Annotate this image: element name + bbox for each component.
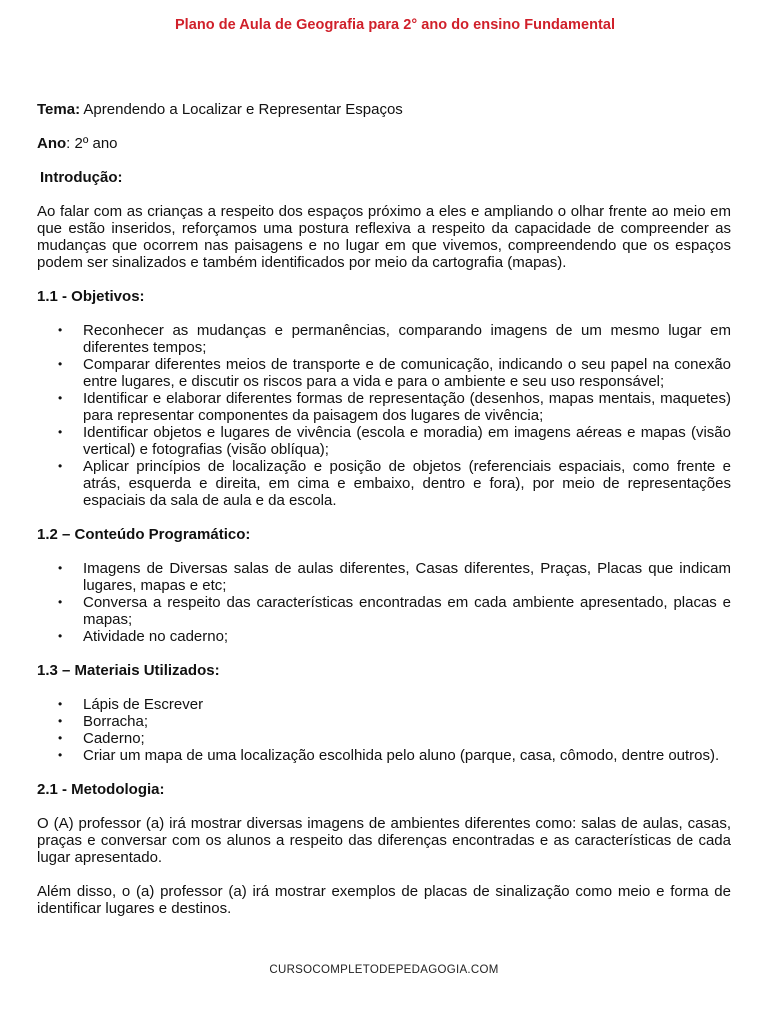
bullet-icon: • [58, 731, 63, 745]
bullet-icon: • [58, 391, 63, 405]
conteudo-heading: 1.2 – Conteúdo Programático: [37, 526, 251, 543]
introducao-heading: Introdução: [40, 169, 123, 186]
list-item: • Reconhecer as mudanças e permanências, comparando imagens de um mesmo lugar em diferentes tempos; [58, 322, 731, 356]
footer-site-name: CURSOCOMPLETODEPEDAGOGIA.COM [269, 964, 499, 976]
metodologia-paragraph: O (A) professor (a) irá mostrar diversas imagens de ambientes diferentes como: salas de aulas, casas, praças e conversar com os alunos a respeito das diferenças encontradas e as características de cada lugar apresentado. [37, 815, 731, 866]
metodologia-heading: 2.1 - Metodologia: [37, 781, 165, 798]
list-item: • Caderno; [58, 730, 145, 747]
list-item: • Identificar objetos e lugares de vivência (escola e moradia) em imagens aéreas e mapas (visão vertical) e fotografias (visão oblíqua); [58, 424, 731, 458]
bullet-icon: • [58, 459, 63, 473]
list-item: • Criar um mapa de uma localização escolhida pelo aluno (parque, casa, cômodo, dentre outros). [58, 747, 720, 764]
bullet-icon: • [58, 357, 63, 371]
objetivos-list [37, 322, 731, 509]
materiais-heading: 1.3 – Materiais Utilizados: [37, 662, 220, 679]
list-item: • Atividade no caderno; [58, 628, 229, 645]
list-item: • Lápis de Escrever [58, 696, 204, 713]
bullet-icon: • [58, 595, 63, 609]
document-body [37, 101, 731, 934]
document-title: Plano de Aula de Geografia para 2° ano do ensino Fundamental [174, 17, 616, 33]
bullet-icon: • [58, 425, 63, 439]
tema-line [37, 101, 731, 118]
materiais-list [37, 696, 731, 764]
list-item: • Aplicar princípios de localização e posição de objetos (referenciais espaciais, como frente e atrás, esquerda e direita, em cima e embaixo, dentro e fora), por meio de representações espaciais da sala de aula e da escola. [58, 458, 731, 509]
introducao-paragraph: Ao falar com as crianças a respeito dos espaços próximo a eles e ampliando o olhar frente ao meio em que estão inseridos, reforçamos uma postura reflexiva a respeito da capacidade de compreender as mudanças que ocorrem nas paisagens e no lugar em que vivemos, compreendendo que os espaços podem ser sinalizados e também identificados por meio da cartografia (mapas). [37, 203, 731, 271]
list-item: • Conversa a respeito das características encontradas em cada ambiente apresentado, placas e mapas; [58, 594, 731, 628]
tema-value: Aprendendo a Localizar e Representar Espaços [80, 101, 403, 118]
ano-label: Ano [37, 135, 67, 152]
bullet-icon: • [58, 561, 63, 575]
bullet-icon: • [58, 748, 63, 762]
bullet-icon: • [58, 697, 63, 711]
metodologia-paragraph: Além disso, o (a) professor (a) irá mostrar exemplos de placas de sinalização como meio e forma de identificar lugares e destinos. [37, 883, 731, 917]
ano-line [37, 135, 731, 152]
list-item: • Borracha; [58, 713, 149, 730]
objetivos-heading: 1.1 - Objetivos: [37, 288, 145, 305]
tema-label: Tema: [37, 101, 81, 118]
ano-value: : 2º ano [66, 135, 118, 152]
bullet-icon: • [58, 714, 63, 728]
list-item: • Comparar diferentes meios de transporte e de comunicação, indicando o seu papel na conexão entre lugares, e discutir os riscos para a vida e para o ambiente e seu uso responsável; [58, 356, 731, 390]
list-item: • Identificar e elaborar diferentes formas de representação (desenhos, mapas mentais, maquetes) para representar componentes da paisagem dos lugares de vivência; [58, 390, 731, 424]
bullet-icon: • [58, 323, 63, 337]
conteudo-list [37, 560, 731, 645]
list-item: • Imagens de Diversas salas de aulas diferentes, Casas diferentes, Praças, Placas que indicam lugares, mapas e etc; [58, 560, 731, 594]
bullet-icon: • [58, 629, 63, 643]
